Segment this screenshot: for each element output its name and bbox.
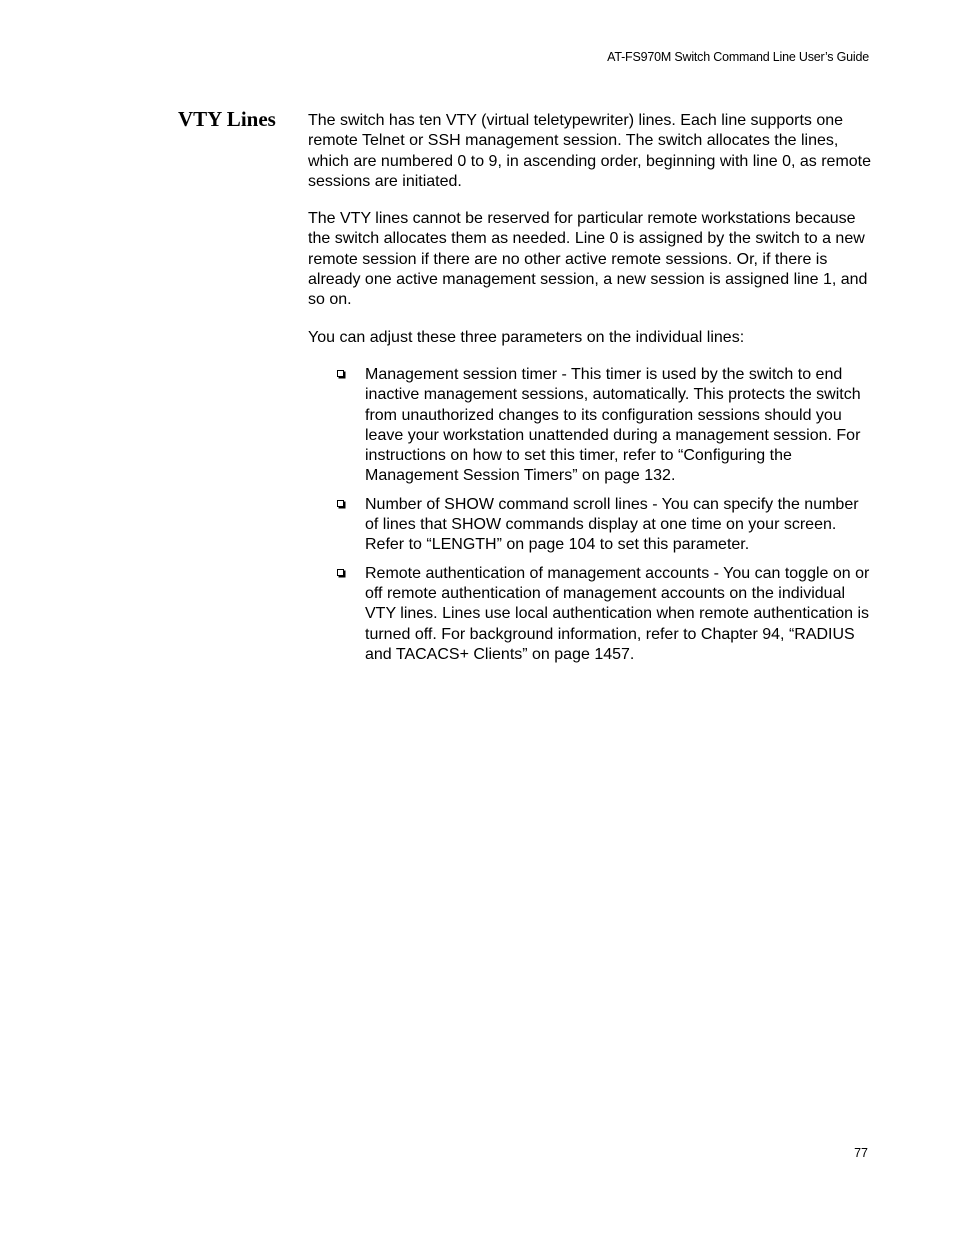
paragraph-parameters-lead: You can adjust these three parameters on the individual lines: — [308, 328, 745, 346]
checkbox-bullet-icon — [337, 569, 344, 576]
page-number: 77 — [854, 1146, 868, 1160]
section-body — [308, 111, 873, 673]
list-item-text: Management session timer - This timer is used by the switch to end inactive management sessions, automatically. This protects the switch from unauthorized changes to its configuration sessions should you leave your workstation unattended during a management session. For instructions on how to set this timer, refer to “Configuring the Management Session Timers” on page 132. — [365, 365, 861, 485]
parameter-list — [308, 365, 873, 665]
list-item — [308, 365, 873, 487]
list-item — [308, 495, 873, 556]
section-heading: VTY Lines — [178, 107, 276, 131]
checkbox-bullet-icon — [337, 500, 344, 507]
paragraph-assignment: The VTY lines cannot be reserved for particular remote workstations because the switch allocates them as needed. Line 0 is assigned by the switch to a new remote session if there are no other active remote sessions. Or, if there is already one active management session, a new session is assigned line 1, and so on. — [308, 210, 868, 309]
paragraph-intro: The switch has ten VTY (virtual teletypewriter) lines. Each line supports one remote Telnet or SSH management session. The switch allocates the lines, which are numbered 0 to 9, in ascending order, beginning with line 0, as remote sessions are initiated. — [308, 112, 872, 190]
list-item — [308, 564, 873, 665]
checkbox-bullet-icon — [337, 370, 344, 377]
list-item-text: Remote authentication of management accounts - You can toggle on or off remote authentication of management accounts on the individual VTY lines. Lines use local authentication when remote authentication is turned off. For background information, refer to Chapter 94, “RADIUS and TACACS+ Clients” on page 1457. — [365, 564, 870, 663]
running-header: AT-FS970M Switch Command Line User’s Guide — [607, 50, 869, 64]
list-item-text: Number of SHOW command scroll lines - You can specify the number of lines that SHOW commands display at one time on your screen. Refer to “LENGTH” on page 104 to set this parameter. — [365, 495, 859, 554]
